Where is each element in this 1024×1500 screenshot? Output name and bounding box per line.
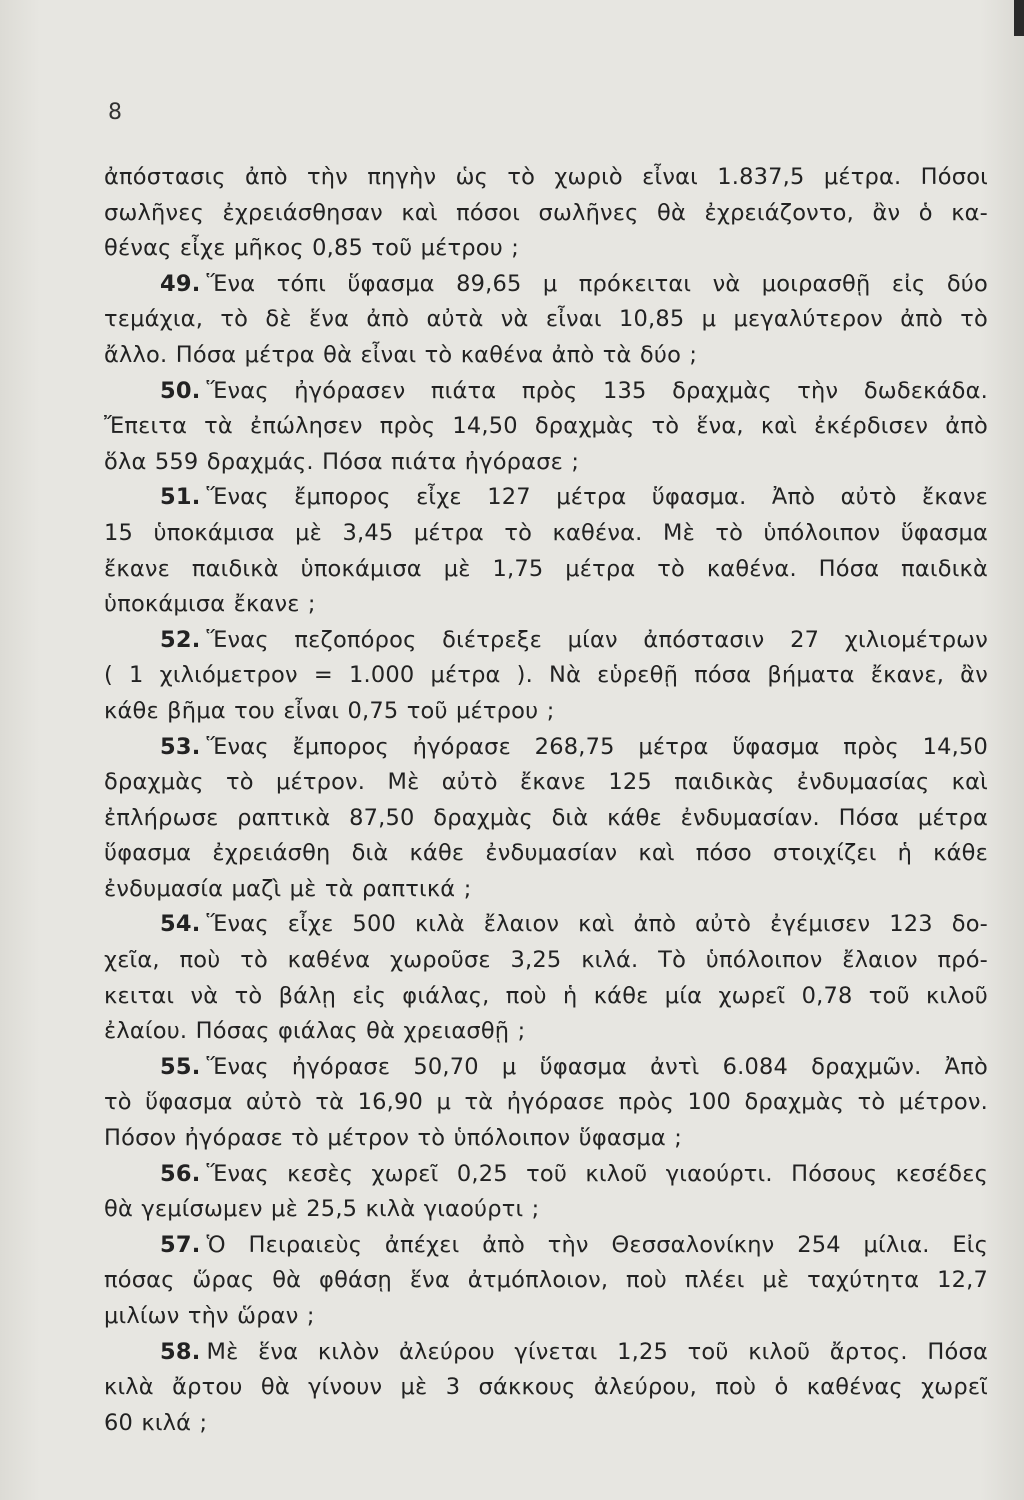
text-line: 51. Ἕνας ἔμπορος εἶχε 127 μέτρα ὕφασμα. Ἀπὸ αὐτὸ ἔκανε bbox=[160, 484, 988, 511]
text-line: ἀπόστασις ἀπὸ τὴν πηγὴν ὡς τὸ χωριὸ εἶναι 1.837,5 μέτρα. Πόσοι bbox=[104, 164, 988, 190]
text-line: ὕφασμα ἐχρειάσθη διὰ κάθε ἐνδυμασίαν καὶ πόσο στοιχίζει ἡ κάθε bbox=[104, 840, 988, 867]
text-line: ἔκανε παιδικὰ ὑποκάμισα μὲ 1,75 μέτρα τὸ καθένα. Πόσα παιδικὰ bbox=[104, 555, 988, 582]
text-line: κειται νὰ τὸ βάλῃ εἰς φιάλας, ποὺ ἡ κάθε μία χωρεῖ 0,78 τοῦ κιλοῦ bbox=[104, 982, 988, 1009]
problem-number: 50. bbox=[160, 377, 201, 404]
problem-52 bbox=[104, 623, 988, 730]
problem-57 bbox=[104, 1228, 988, 1335]
problem-number: 53. bbox=[160, 733, 201, 760]
page-body bbox=[104, 160, 988, 1441]
text-line: μιλίων τὴν ὥραν ; bbox=[104, 1303, 315, 1329]
page-number: 8 bbox=[108, 100, 122, 125]
text-line: ὑποκάμισα ἔκανε ; bbox=[104, 591, 316, 618]
text-line: τεμάχια, τὸ δὲ ἕνα ἀπὸ αὐτὰ νὰ εἶναι 10,85 μ μεγαλύτερον ἀπὸ τὸ bbox=[104, 306, 988, 333]
problem-53 bbox=[104, 730, 988, 908]
problem-number: 54. bbox=[160, 911, 201, 938]
text-line: 52. Ἕνας πεζοπόρος διέτρεξε μίαν ἀπόστασιν 27 χιλιομέτρων bbox=[160, 626, 988, 653]
problem-55 bbox=[104, 1050, 988, 1157]
text-line: δραχμὰς τὸ μέτρον. Μὲ αὐτὸ ἔκανε 125 παιδικὰς ἐνδυμασίας καὶ bbox=[104, 769, 988, 796]
text-line: 53. Ἕνας ἔμπορος ἠγόρασε 268,75 μέτρα ὕφασμα πρὸς 14,50 bbox=[160, 733, 988, 760]
text-line: τὸ ὕφασμα αὐτὸ τὰ 16,90 μ τὰ ἠγόρασε πρὸς 100 δραχμὰς τὸ μέτρον. bbox=[104, 1089, 988, 1116]
page-edge-mark bbox=[1014, 0, 1024, 36]
text-line: 58. Μὲ ἕνα κιλὸν ἀλεύρου γίνεται 1,25 τοῦ κιλοῦ ἄρτος. Πόσα bbox=[160, 1338, 988, 1365]
problem-number: 52. bbox=[160, 626, 201, 653]
text-line: κάθε βῆμα του εἶναι 0,75 τοῦ μέτρου ; bbox=[104, 697, 555, 724]
problem-51 bbox=[104, 480, 988, 622]
problem-number: 51. bbox=[160, 484, 201, 511]
text-line: 54. Ἕνας εἶχε 500 κιλὰ ἔλαιον καὶ ἀπὸ αὐτὸ ἐγέμισεν 123 δο- bbox=[160, 911, 988, 938]
text-line: πόσας ὥρας θὰ φθάσῃ ἕνα ἀτμόπλοιον, ποὺ πλέει μὲ ταχύτητα 12,7 bbox=[104, 1267, 988, 1294]
problem-49 bbox=[104, 267, 988, 374]
text-line: 50. Ἕνας ἠγόρασεν πιάτα πρὸς 135 δραχμὰς τὴν δωδεκάδα. bbox=[160, 377, 988, 404]
problem-54 bbox=[104, 907, 988, 1049]
problem-number: 57. bbox=[160, 1231, 201, 1258]
text-line: ἐλαίου. Πόσας φιάλας θὰ χρειασθῇ ; bbox=[104, 1018, 526, 1045]
text-line: ἄλλο. Πόσα μέτρα θὰ εἶναι τὸ καθένα ἀπὸ τὰ δύο ; bbox=[104, 341, 698, 368]
text-line: Πόσον ἠγόρασε τὸ μέτρον τὸ ὑπόλοιπον ὕφασμα ; bbox=[104, 1125, 683, 1152]
text-line: Ἔπειτα τὰ ἐπώλησεν πρὸς 14,50 δραχμὰς τὸ ἕνα, καὶ ἐκέρδισεν ἀπὸ bbox=[104, 413, 988, 440]
problem-58 bbox=[104, 1335, 988, 1442]
continuation-paragraph bbox=[104, 160, 988, 267]
problem-number: 58. bbox=[160, 1338, 201, 1365]
text-line: 55. Ἕνας ἠγόρασε 50,70 μ ὕφασμα ἀντὶ 6.084 δραχμῶν. Ἀπὸ bbox=[160, 1053, 988, 1080]
text-line: κιλὰ ἄρτου θὰ γίνουν μὲ 3 σάκκους ἀλεύρου, ποὺ ὁ καθένας χωρεῖ bbox=[104, 1374, 988, 1401]
problem-number: 49. bbox=[160, 270, 201, 297]
text-line: 49. Ἕνα τόπι ὕφασμα 89,65 μ πρόκειται νὰ μοιρασθῇ εἰς δύο bbox=[160, 270, 988, 297]
problem-50 bbox=[104, 374, 988, 481]
text-line: χεῖα, ποὺ τὸ καθένα χωροῦσε 3,25 κιλά. Τὸ ὑπόλοιπον ἔλαιον πρό- bbox=[104, 947, 988, 974]
problem-number: 55. bbox=[160, 1053, 201, 1080]
text-line: 56. Ἕνας κεσὲς χωρεῖ 0,25 τοῦ κιλοῦ γιαούρτι. Πόσους κεσέδες bbox=[160, 1160, 988, 1187]
text-line: σωλῆνες ἐχρειάσθησαν καὶ πόσοι σωλῆνες θὰ ἐχρειάζοντο, ἂν ὁ κα- bbox=[104, 199, 988, 226]
text-line: ἐνδυμασία μαζὶ μὲ τὰ ραπτικά ; bbox=[104, 875, 472, 902]
text-line: 60 κιλά ; bbox=[104, 1409, 208, 1436]
text-line: ὅλα 559 δραχμάς. Πόσα πιάτα ἠγόρασε ; bbox=[104, 448, 580, 475]
text-line: ( 1 χιλιόμετρον = 1.000 μέτρα ). Νὰ εὑρεθῇ πόσα βήματα ἔκανε, ἂν bbox=[104, 662, 988, 689]
text-line: θὰ γεμίσωμεν μὲ 25,5 κιλὰ γιαούρτι ; bbox=[104, 1196, 540, 1223]
text-line: 57. Ὁ Πειραιεὺς ἀπέχει ἀπὸ τὴν Θεσσαλονίκην 254 μίλια. Εἰς bbox=[160, 1231, 988, 1258]
text-line: θένας εἶχε μῆκος 0,85 τοῦ μέτρου ; bbox=[104, 235, 520, 262]
problem-56 bbox=[104, 1157, 988, 1228]
text-line: ἐπλήρωσε ραπτικὰ 87,50 δραχμὰς διὰ κάθε ἐνδυμασίαν. Πόσα μέτρα bbox=[104, 804, 988, 831]
text-line: 15 ὑποκάμισα μὲ 3,45 μέτρα τὸ καθένα. Μὲ τὸ ὑπόλοιπον ὕφασμα bbox=[104, 519, 988, 546]
problem-number: 56. bbox=[160, 1160, 201, 1187]
